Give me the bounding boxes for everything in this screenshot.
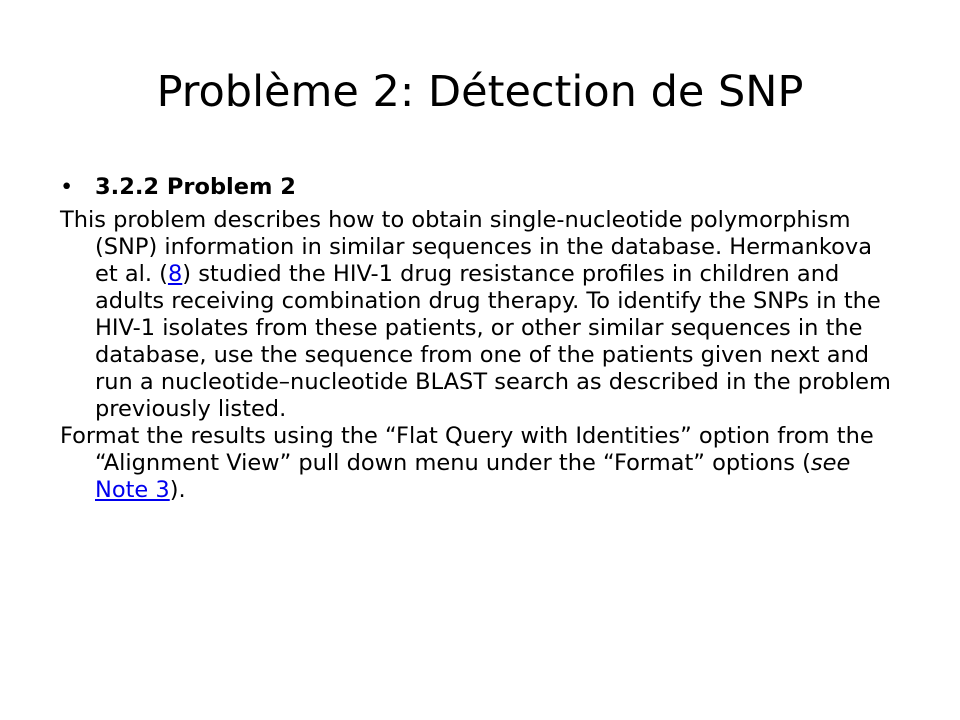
reference-link-8[interactable]: 8 xyxy=(167,261,183,287)
bullet-item xyxy=(60,174,900,201)
paragraph1-text-end: ) studied the HIV-1 drug resistance profiles in children and adults receiving combination drug therapy. To identify the SNPs in the HIV-1 isolates from these patients, or other similar sequences in the database, use the sequence from one of the patients given next and run a nucleotide–nucleotide BLAST search as described in the problem previously listed. xyxy=(95,261,891,422)
see-word: see xyxy=(810,450,851,476)
slide-content xyxy=(60,174,900,504)
paragraph2-text-start: Format the results using the “Flat Query with Identities” option from the “Alignment View” pull down menu under the “Format” options ( xyxy=(60,423,874,476)
paragraph1-text-start: This problem describes how to obtain single-nucleotide polymorphism (SNP) information in similar sequences in the database. Hermankova et al. ( xyxy=(60,207,872,287)
bullet-icon: • xyxy=(60,174,74,200)
paragraph2-text-end: ). xyxy=(169,477,186,503)
paragraph-format-instructions xyxy=(60,423,900,504)
bullet-heading: 3.2.2 Problem 2 xyxy=(95,174,296,200)
slide-title: Problème 2: Détection de SNP xyxy=(156,67,804,117)
paragraph-problem-description xyxy=(60,207,900,423)
note-3-link[interactable]: Note 3 xyxy=(95,477,170,503)
